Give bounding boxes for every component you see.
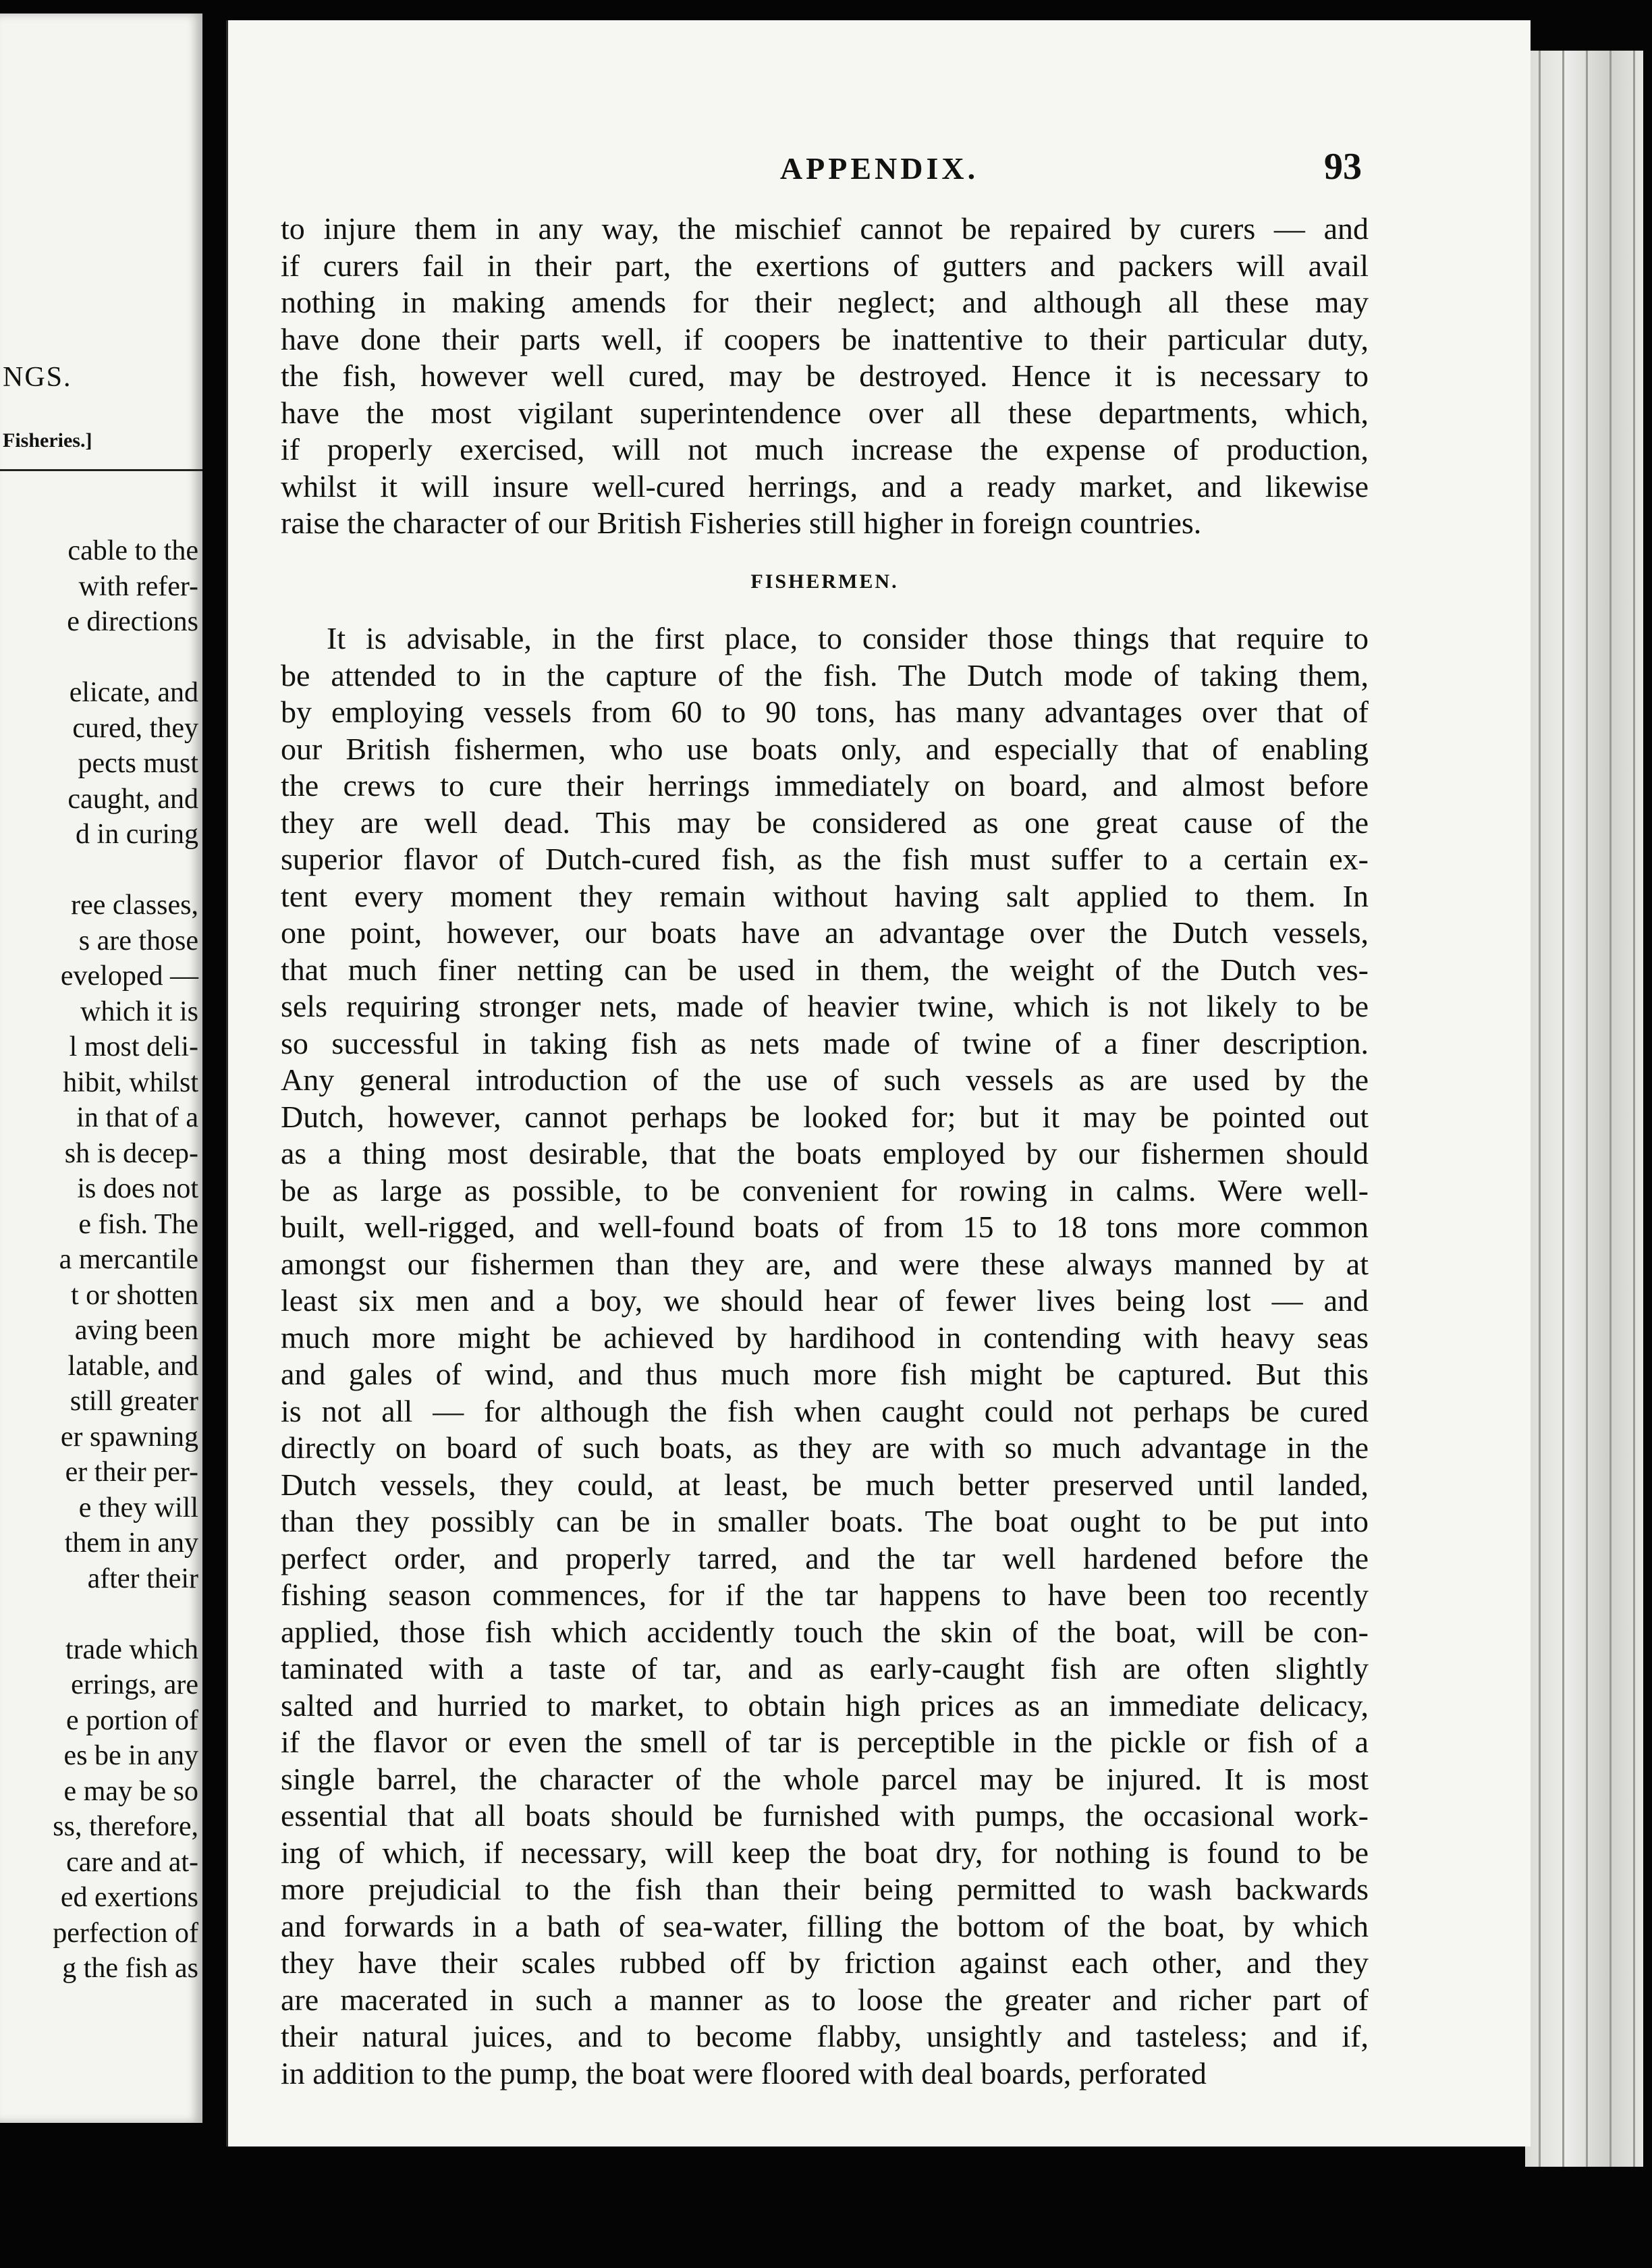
text-line: ing of which, if necessary, will keep the boat dry, for nothing is found to be	[281, 1835, 1369, 1870]
running-head	[228, 138, 1531, 192]
facing-page-line: a mercantile	[59, 1244, 198, 1275]
text-line: superior flavor of Dutch-cured fish, as the fish must suffer to a certain ex-	[281, 842, 1369, 876]
text-line: be as large as possible, to be convenient for rowing in calms. Were well-	[281, 1172, 1369, 1208]
facing-page-line: e directions	[67, 606, 198, 637]
facing-page-fragment	[0, 14, 202, 2123]
text-line: have done their parts well, if coopers be inattentive to their particular duty,	[281, 321, 1369, 356]
text-line: raise the character of our British Fisheries still higher in foreign countries.	[281, 506, 1202, 540]
facing-page-line: eveloped —	[60, 961, 198, 992]
text-line: It is advisable, in the first place, to consider those things that require to	[327, 621, 1369, 655]
text-line: if the flavor or even the smell of tar is perceptible in the pickle or fish of a	[281, 1725, 1369, 1759]
text-line: salted and hurried to market, to obtain high prices as an immediate delicacy,	[281, 1688, 1369, 1723]
text-line: and gales of wind, and thus much more fish might be captured. But this	[281, 1357, 1369, 1391]
facing-page-line: which it is	[80, 996, 198, 1027]
text-line: amongst our fishermen than they are, and were these always manned by at	[281, 1246, 1369, 1281]
text-line: Any general introduction of the use of such vessels as are used by the	[281, 1062, 1369, 1097]
facing-page-line: them in any	[64, 1528, 198, 1559]
facing-page-line: l most deli-	[69, 1031, 198, 1062]
text-line: in addition to the pump, the boat were floored with deal boards, perforated	[281, 2055, 1207, 2090]
facing-page-line: ss, therefore,	[53, 1811, 198, 1842]
facing-page-line: ed exertions	[60, 1882, 198, 1913]
facing-page-line: with refer-	[78, 570, 198, 602]
facing-page-line: is does not	[77, 1173, 198, 1204]
facing-page-line: latable, and	[67, 1350, 198, 1382]
text-line: to injure them in any way, the mischief cannot be repaired by curers — and	[281, 211, 1369, 246]
facing-page-line: errings, are	[71, 1669, 198, 1700]
facing-page-line: in that of a	[76, 1102, 198, 1133]
text-line: directly on board of such boats, as they are with so much advantage in the	[281, 1430, 1369, 1465]
facing-page-line: perfection of	[53, 1917, 198, 1949]
text-line: and forwards in a bath of sea-water, filling the bottom of the boat, by which	[281, 1908, 1369, 1943]
text-line: than they possibly can be in smaller boats. The boat ought to be put into	[281, 1504, 1369, 1538]
text-line: their natural juices, and to become flabby, unsightly and tasteless; and if,	[281, 2019, 1369, 2053]
facing-page-line: er spawning	[60, 1421, 198, 1453]
text-line: tent every moment they remain without having salt applied to them. In	[281, 878, 1369, 913]
facing-page-subheading: Fisheries.]	[3, 429, 92, 452]
facing-page-line: aving been	[74, 1315, 198, 1346]
running-title: APPENDIX.	[779, 151, 979, 186]
text-line: are macerated in such a manner as to loose the greater and richer part of	[281, 1982, 1369, 2017]
page-number: 93	[1324, 146, 1362, 188]
text-line: essential that all boats should be furnished with pumps, the occasional work-	[281, 1798, 1369, 1833]
facing-page-line: caught, and	[67, 783, 198, 815]
text-line: nothing in making amends for their neglect; and although all these may	[281, 285, 1369, 319]
text-line: whilst it will insure well-cured herrings, and a ready market, and likewise	[281, 468, 1369, 504]
facing-page-line: er their per-	[65, 1457, 198, 1488]
paragraph-1	[281, 211, 1369, 542]
page-edges	[1525, 51, 1643, 2167]
text-line: that much finer netting can be used in them, the weight of the Dutch ves-	[281, 952, 1369, 987]
facing-page-line: after their	[87, 1563, 198, 1594]
facing-page-rule	[0, 469, 202, 471]
text-line: one point, however, our boats have an advantage over the Dutch vessels,	[281, 915, 1369, 950]
text-line: be attended to in the capture of the fish. The Dutch mode of taking them,	[281, 657, 1369, 693]
text-line: our British fishermen, who use boats only, and especially that of enabling	[281, 731, 1369, 766]
text-line: the crews to cure their herrings immediately on board, and almost before	[281, 768, 1369, 803]
facing-page-line: e may be so	[63, 1775, 198, 1807]
facing-page-line: trade which	[65, 1634, 198, 1665]
text-line: fishing season commences, for if the tar happens to have been too recently	[281, 1577, 1369, 1612]
facing-page-line: elicate, and	[69, 677, 198, 708]
text-line: if curers fail in their part, the exertions of gutters and packers will avail	[281, 248, 1369, 283]
text-line: perfect order, and properly tarred, and the tar well hardened before the	[281, 1540, 1369, 1575]
facing-page-line: t or shotten	[71, 1279, 198, 1311]
text-line: taminated with a taste of tar, and as early-caught fish are often slightly	[281, 1651, 1369, 1685]
paragraph-2	[281, 620, 1369, 2092]
facing-page-line: care and at-	[66, 1846, 198, 1878]
facing-page-line: ree classes,	[71, 890, 198, 921]
facing-page-line: hibit, whilst	[63, 1066, 198, 1098]
facing-page-line: still greater	[70, 1386, 198, 1417]
text-line: is not all — for although the fish when caught could not perhaps be cured	[281, 1393, 1369, 1428]
facing-page-line: g the fish as	[62, 1953, 198, 1984]
section-heading: FISHERMEN.	[750, 570, 899, 593]
text-line: more prejudicial to the fish than their being permitted to wash backwards	[281, 1872, 1369, 1906]
text-line: much more might be achieved by hardihood in contending with heavy seas	[281, 1320, 1369, 1355]
facing-page-line: cable to the	[67, 535, 198, 566]
text-line: have the most vigilant superintendence over all these departments, which,	[281, 395, 1369, 430]
facing-page-line: e they will	[78, 1492, 198, 1523]
text-line: the fish, however well cured, may be destroyed. Hence it is necessary to	[281, 358, 1369, 393]
text-line: so successful in taking fish as nets made of twine of a finer description.	[281, 1025, 1369, 1060]
text-line: they are well dead. This may be considered as one great cause of the	[281, 805, 1369, 840]
text-line: Dutch, however, cannot perhaps be looked for; but it may be pointed out	[281, 1099, 1369, 1134]
facing-page-line: d in curing	[76, 819, 198, 850]
facing-page-line: e portion of	[66, 1704, 198, 1736]
text-line: single barrel, the character of the whole parcel may be injured. It is most	[281, 1761, 1369, 1796]
text-line: applied, those fish which accidently touch the skin of the boat, will be con-	[281, 1614, 1369, 1649]
facing-page-line: pects must	[78, 748, 198, 779]
facing-page-line: es be in any	[63, 1740, 198, 1771]
text-line: sels requiring stronger nets, made of heavier twine, which is not likely to be	[281, 989, 1369, 1023]
facing-page-heading: NGS.	[3, 362, 72, 393]
facing-page-line: s are those	[78, 925, 198, 956]
text-line: as a thing most desirable, that the boats employed by our fishermen should	[281, 1136, 1369, 1170]
text-line: if properly exercised, will not much increase the expense of production,	[281, 432, 1369, 466]
text-line: built, well-rigged, and well-found boats of from 15 to 18 tons more common	[281, 1210, 1369, 1244]
page-body	[281, 211, 1369, 2092]
text-line: least six men and a boy, we should hear of fewer lives being lost — and	[281, 1283, 1369, 1318]
facing-page-line: cured, they	[72, 712, 198, 744]
text-line: by employing vessels from 60 to 90 tons, has many advantages over that of	[281, 695, 1369, 729]
text-line: Dutch vessels, they could, at least, be much better preserved until landed,	[281, 1467, 1369, 1502]
facing-page-line: sh is decep-	[64, 1137, 198, 1169]
facing-page-line: e fish. The	[78, 1208, 198, 1240]
text-line: they have their scales rubbed off by friction against each other, and they	[281, 1945, 1369, 1980]
book-page	[226, 20, 1531, 2146]
